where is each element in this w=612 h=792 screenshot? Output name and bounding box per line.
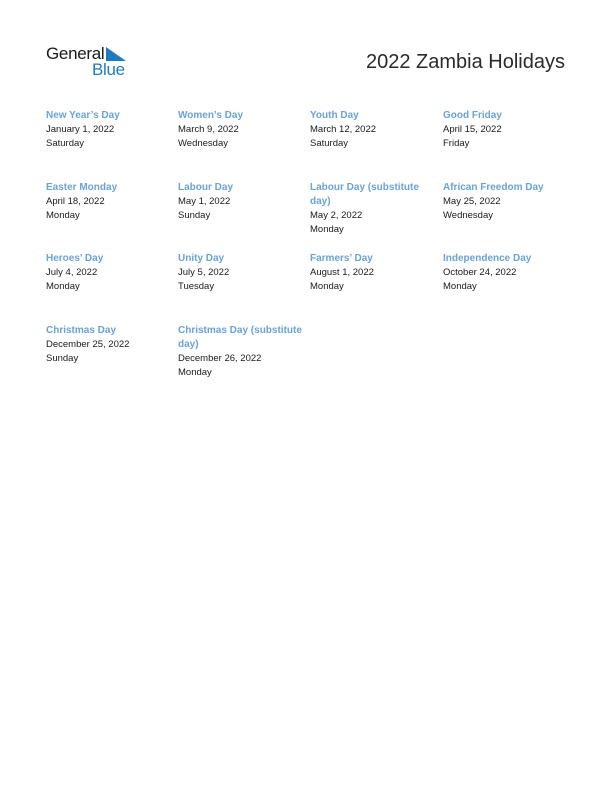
holiday-entry (310, 109, 434, 151)
holiday-name: Farmers’ Day (310, 253, 373, 264)
holiday-date: July 4, 2022 (46, 267, 98, 278)
holiday-weekday: Friday (443, 138, 470, 149)
holiday-name: New Year’s Day (46, 110, 120, 121)
holiday-entry (46, 181, 170, 223)
holiday-date: December 25, 2022 (46, 339, 130, 350)
holiday-date: December 26, 2022 (178, 353, 262, 364)
holiday-date: July 5, 2022 (178, 267, 230, 278)
holiday-name: Heroes’ Day (46, 253, 104, 264)
holiday-name: Youth Day (310, 110, 359, 121)
holiday-name: African Freedom Day (443, 182, 544, 193)
holiday-weekday: Monday (310, 281, 344, 292)
holiday-entry (46, 252, 170, 294)
holiday-weekday: Monday (443, 281, 477, 292)
holiday-entry (46, 324, 170, 366)
holiday-name: Unity Day (178, 253, 225, 264)
holiday-date: March 12, 2022 (310, 124, 377, 135)
holiday-name: Labour Day (substitute day) (310, 182, 419, 207)
holiday-weekday: Tuesday (178, 281, 215, 292)
logo (46, 44, 136, 80)
holiday-date: October 24, 2022 (443, 267, 517, 278)
logo-word-blue: Blue (92, 60, 125, 79)
holiday-name: Labour Day (178, 182, 234, 193)
holiday-entry (310, 181, 434, 237)
holiday-name: Independence Day (443, 253, 532, 264)
holiday-weekday: Wednesday (443, 210, 493, 221)
holiday-entry (310, 252, 434, 294)
holiday-weekday: Sunday (178, 210, 211, 221)
holiday-weekday: Wednesday (178, 138, 228, 149)
holiday-name: Christmas Day (substitute day) (178, 325, 302, 350)
holiday-date: May 25, 2022 (443, 196, 501, 207)
page-title: 2022 Zambia Holidays (366, 51, 565, 73)
holiday-weekday: Monday (46, 281, 80, 292)
holiday-weekday: Saturday (46, 138, 85, 149)
holiday-entry (178, 181, 302, 223)
holiday-entry (443, 252, 567, 294)
logo-flag-icon (106, 47, 126, 61)
holiday-date: January 1, 2022 (46, 124, 115, 135)
holiday-name: Women’s Day (178, 110, 244, 121)
holiday-weekday: Monday (178, 367, 212, 378)
holiday-entry (178, 109, 302, 151)
holiday-name: Good Friday (443, 110, 502, 121)
holiday-date: August 1, 2022 (310, 267, 374, 278)
holiday-name: Easter Monday (46, 182, 118, 193)
holiday-weekday: Sunday (46, 353, 79, 364)
logo-word-general: General (46, 44, 105, 63)
holiday-weekday: Monday (46, 210, 80, 221)
holiday-entry (443, 181, 567, 223)
holiday-date: March 9, 2022 (178, 124, 239, 135)
holiday-date: May 2, 2022 (310, 210, 363, 221)
holiday-entry (46, 109, 170, 151)
holiday-date: April 18, 2022 (46, 196, 105, 207)
holiday-date: May 1, 2022 (178, 196, 231, 207)
holiday-weekday: Saturday (310, 138, 349, 149)
holiday-entry (178, 324, 302, 380)
holiday-entry (178, 252, 302, 294)
holiday-name: Christmas Day (46, 325, 117, 336)
holiday-entry (443, 109, 567, 151)
holiday-weekday: Monday (310, 224, 344, 235)
holiday-date: April 15, 2022 (443, 124, 502, 135)
